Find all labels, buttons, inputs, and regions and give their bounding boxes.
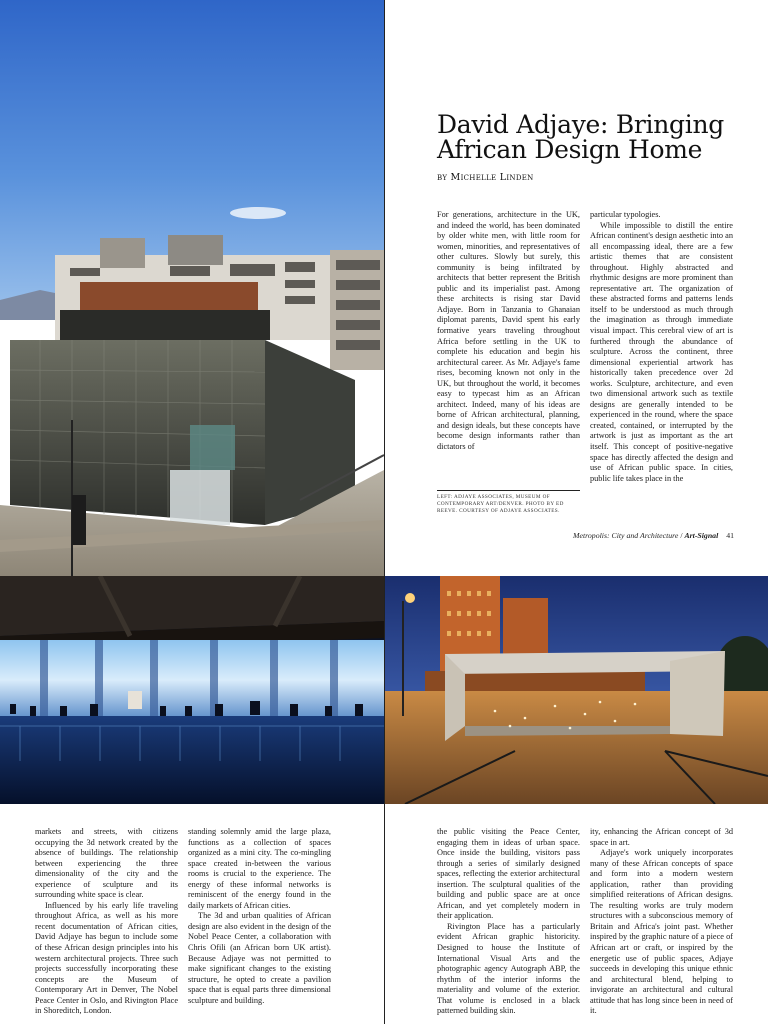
text-column-bottom-4 [590, 827, 733, 1024]
paragraph: The 3d and urban qualities of African design are also evident in the design of the Nobel Peace Center, a collaboration with Chris Ofili (an African born UK artist). Because Adjaye was not permitted to make significant changes to the existing structure, he opted to create a pavilion space that is equal parts three dimensional sculpture and building. [188, 911, 331, 1005]
text-column-right-2 [590, 210, 733, 520]
paragraph: ity, enhancing the African concept of 3d space in art. [590, 827, 733, 847]
gutter-line [384, 0, 385, 1024]
folio: Metropolis: City and Architecture / Art-Signal 41 [573, 531, 734, 540]
caption-rule [437, 490, 580, 491]
paragraph: markets and streets, with citizens occupying the 3d network created by the absence of buildings. The relationship between experiencing the three dimensionality of the city and the experience of sculpture and its surrounding white space is clear. [35, 827, 178, 900]
byline: by Michelle Linden [437, 172, 534, 183]
paragraph: For generations, architecture in the UK, and indeed the world, has been dominated by older white men, with little room for women, minorities, and representatives of other cultures. Slowly but surely, this community is being infiltrated by architects that better represent the British public and its imperialist past. Among these architects is rising star David Adjaye. Born in Tanzania to Ghanaian diplomat parents, David spent his early formative years traveling throughout Africa before settling in the UK to complete his education and begin his architectural career. As Mr. Adjaye's fame rises, becoming known not only in the UK, but throughout the world, it becomes easy to typecast him as an African architect. Indeed, many of his ideas are borne of African architectural, planning, and design ideals, but these concepts have become design informants rather than dictators of [437, 210, 580, 452]
paragraph: Adjaye's work uniquely incorporates many of these African concepts of space and form into a modern western application, rather than providing simplified reiterations of African designs. The resulting works are truly modern structures with a subconscious memory of Britain and Africa's joint past. Whether inspired by the graphic nature of a piece of African art or craft, or inspired by the energetic use of public spaces, Adjaye succeeds in developing this unique ethnic and architectural blend, helping to invigorate an architectural and cultural attitude that has long since been in need of it. [590, 848, 733, 1016]
plaza-photo [385, 576, 768, 804]
folio-brand: Art-Signal [684, 531, 719, 540]
text-column-right-1 [437, 210, 580, 470]
photo-caption: LEFT: ADJAYE ASSOCIATES, MUSEUM OF CONTEMPORARY ART/DENVER. PHOTO BY ED REEVE. COURTESY OF ADJAYE ASSOCIATES. [437, 494, 564, 514]
gallery-photo [0, 576, 384, 804]
paragraph: Influenced by his early life traveling throughout Africa, as well as his more recent documentation of African cities, David Adjaye has begun to include some of these African design principles into his western architectural projects. Three such projects successfully incorporating these concepts are the Museum of Contemporary Art in Denver, The Nobel Peace Center in Oslo, and Rivington Place in Shoreditch, London. [35, 900, 178, 1016]
paragraph: While impossible to distill the entire African continent's design aesthetic into an all encompassing ideal, there are a few artistic themes that are consistent throughout. Highly abstracted and rhythmic designs are more prominent than representative art. The organization of these abstracted forms and patterns lends itself to be understood as much through the imagination as through immediate visual impact. This cerebral view of art is furthered through the abundance of sculpture. Across the continent, three dimensional experiential artwork has historically taken precedence over 2d works. Sculpture, architecture, and even two dimensional artwork such as textile designs are generally intended to be experienced in the round, where the space created, contained, or interrupted by the artwork is just as important as the art itself. This concept of positive-negative space has directly affected the design and use of African public space. In cities, public life takes place in the [590, 220, 733, 483]
paragraph: particular typologies. [590, 210, 661, 219]
text-column-bottom-1 [35, 827, 178, 1024]
article-title [437, 112, 747, 162]
title-line-2: African Design Home [437, 135, 703, 164]
paragraph: standing solemnly amid the large plaza, functions as a collection of spaces organized as a mini city. The co-mingling space created in-between the various rooms is crucial to the experience. The energy of these informal networks is reminiscent of the energy found in the daily markets of African cities. [188, 827, 331, 910]
museum-photo [0, 0, 384, 576]
title-line-1: David Adjaye: Bringing [437, 110, 724, 139]
paragraph: Rivington Place has a particularly evident African graphic historicity. Designed to house the Institute of International Visual Arts and the photographic agency Autograph ABP, the rhythm of the interior informs the materiality and volume of the exterior. That volume is enclosed in a black patterned building skin. [437, 921, 580, 1016]
folio-section: Metropolis: City and Architecture [573, 531, 679, 540]
paragraph: the public visiting the Peace Center, engaging them in ideas of urban space. Once inside the building, visitors pass through a series of similarly designed spaces, reflecting the exterior architectural insertion. The sculptural qualities of the building and public space are at once African, and yet completely modern in their application. [437, 827, 580, 921]
text-column-bottom-2 [188, 827, 331, 1024]
page-number: 41 [726, 531, 734, 540]
text-column-bottom-3 [437, 827, 580, 1024]
